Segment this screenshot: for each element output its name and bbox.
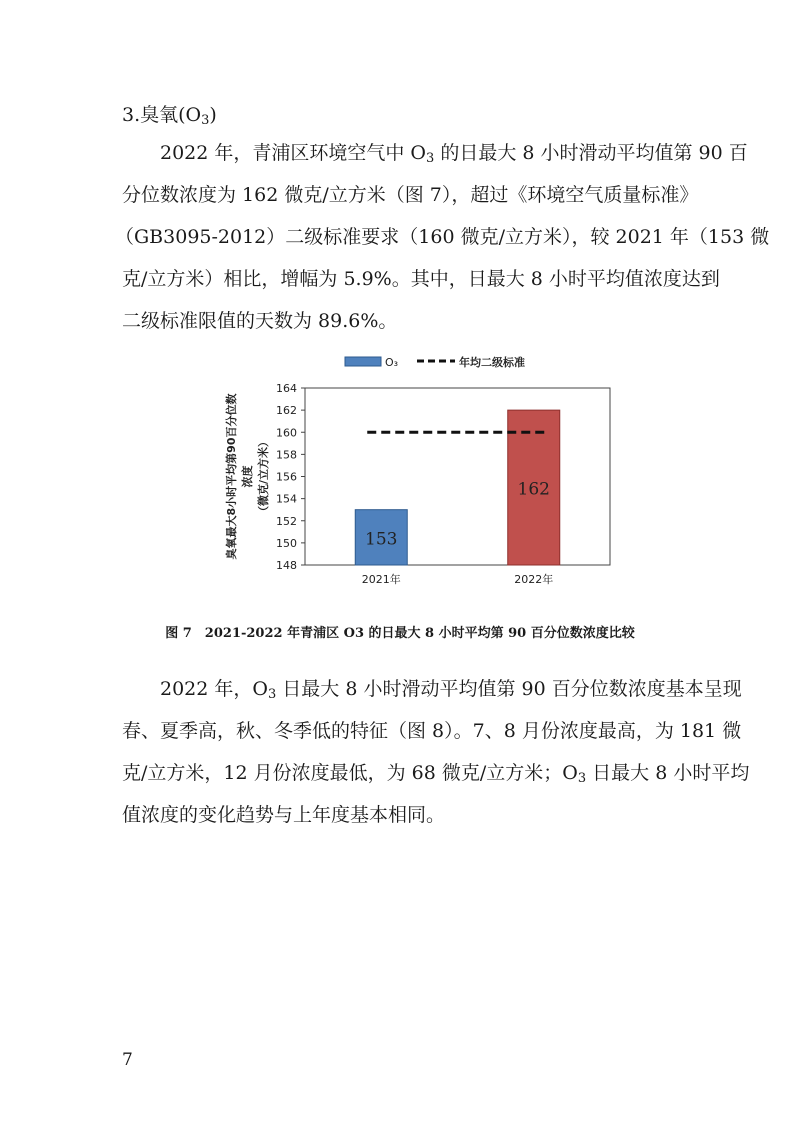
y-tick-label: 156: [276, 470, 297, 484]
para2-line-3: 克/立方米，12 月份浓度最低，为 68 微克/立方米；$O_3$ 日最大 8 小时平均: [122, 762, 750, 786]
para1-line-3: （GB3095-2012）二级标准要求（160 微克/立方米），较 2021 年（153 微: [115, 226, 770, 248]
para1-line-2: 分位数浓度为 162 微克/立方米（图 7），超过《环境空气质量标准》: [122, 184, 699, 206]
para2-line-2: 春、夏季高，秋、冬季低的特征（图 8）。7、8 月份浓度最高，为 181 微: [122, 720, 742, 742]
y-axis-label-line: 臭氧最大8小时平均第90百分位数: [225, 393, 238, 560]
legend-label-reference: 年均二级标准: [459, 356, 525, 369]
y-axis-label-line: 浓度: [241, 465, 254, 488]
y-tick-label: 162: [276, 404, 297, 418]
y-tick-label: 160: [276, 426, 297, 440]
data-label: 153: [365, 529, 398, 550]
data-label: 162: [517, 479, 550, 500]
para1-line-4: 克/立方米）相比，增幅为 5.9%。其中，日最大 8 小时平均值浓度达到: [122, 268, 720, 290]
para2-line-1: 2022 年，$O_3$ 日最大 8 小时滑动平均值第 90 百分位数浓度基本呈现: [160, 678, 742, 702]
y-tick-label: 158: [276, 448, 297, 462]
legend-swatch-o3: [345, 357, 381, 366]
page-number: 7: [122, 1050, 133, 1070]
y-axis-label-line: （微克/立方米）: [257, 435, 270, 518]
figure-caption: 图 7 2021-2022 年青浦区 O3 的日最大 8 小时平均第 90 百分位数浓度比较: [165, 626, 635, 641]
y-tick-label: 152: [276, 514, 297, 528]
section-title: 3.臭氧$(O_3)$: [122, 104, 217, 128]
y-tick-label: 148: [276, 559, 297, 572]
para2-line-4: 值浓度的变化趋势与上年度基本相同。: [122, 804, 446, 826]
y-tick-label: 150: [276, 536, 297, 550]
para1-line-1: 2022 年，青浦区环境空气中 $O_3$ 的日最大 8 小时滑动平均值第 90 百: [160, 142, 748, 166]
para1-line-5: 二级标准限值的天数为 89.6%。: [122, 310, 398, 332]
x-tick-label: 2021年: [361, 573, 401, 586]
legend-label-o3: O₃: [385, 356, 399, 369]
bar-chart: [205, 345, 615, 600]
y-tick-label: 154: [276, 492, 297, 506]
plot-area: [305, 388, 610, 565]
y-tick-label: 164: [276, 382, 297, 395]
x-tick-label: 2022年: [514, 573, 554, 586]
